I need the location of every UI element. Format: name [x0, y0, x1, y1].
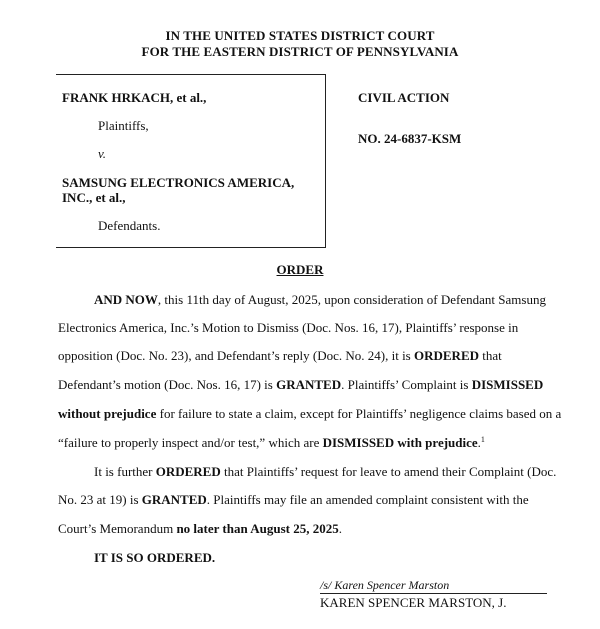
- closing-statement: IT IS SO ORDERED.: [94, 550, 216, 565]
- plaintiffs-role: Plaintiffs,: [98, 118, 149, 133]
- plaintiff-name: FRANK HRKACH, et al.,: [62, 90, 207, 105]
- defendants-role: Defendants.: [98, 218, 161, 233]
- defendant-name-line1: SAMSUNG ELECTRONICS AMERICA,: [62, 175, 295, 190]
- order-paragraph-1-line-2: Electronics America, Inc.’s Motion to Dismiss (Doc. Nos. 16, 17), Plaintiffs’ response in: [58, 320, 519, 335]
- footnote-marker[interactable]: 1: [480, 435, 485, 444]
- order-paragraph-1-line-3: opposition (Doc. No. 23), and Defendant’s reply (Doc. No. 24), it is ORDERED that: [58, 348, 502, 363]
- case-number: NO. 24-6837-KSM: [358, 131, 462, 146]
- signature-line: [320, 593, 547, 594]
- judge-name: KAREN SPENCER MARSTON, J.: [320, 595, 507, 610]
- e-signature: /s/ Karen Spencer Marston: [320, 578, 450, 592]
- order-paragraph-1-line-6: “failure to properly inspect and/or test,” which are DISMISSED with prejudice.$^1$: [58, 435, 485, 450]
- defendant-name-line2: INC., et al.,: [62, 190, 126, 205]
- order-paragraph-2-line-1: It is further ORDERED that Plaintiffs’ request for leave to amend their Complaint (Doc.: [94, 464, 557, 479]
- order-title: ORDER: [276, 262, 324, 277]
- order-paragraph-2-line-3: Court’s Memorandum no later than August 25, 2025.: [58, 521, 342, 536]
- order-paragraph-1-line-1: AND NOW, this 11th day of August, 2025, upon consideration of Defendant Samsung: [94, 292, 546, 307]
- order-paragraph-1-line-4: Defendant’s motion (Doc. Nos. 16, 17) is GRANTED. Plaintiffs’ Complaint is DISMISSED: [58, 377, 544, 392]
- order-paragraph-1-line-5: without prejudice for failure to state a claim, except for Plaintiffs’ negligence claims based on a: [58, 406, 562, 421]
- court-district: FOR THE EASTERN DISTRICT OF PENNSYLVANIA: [141, 44, 459, 59]
- court-header: [0, 28, 600, 60]
- civil-action-label: CIVIL ACTION: [358, 90, 450, 105]
- versus: v.: [98, 146, 107, 161]
- order-paragraph-2-line-2: No. 23 at 19) is GRANTED. Plaintiffs may file an amended complaint consistent with the: [58, 492, 529, 507]
- court-name: IN THE UNITED STATES DISTRICT COURT: [165, 28, 435, 43]
